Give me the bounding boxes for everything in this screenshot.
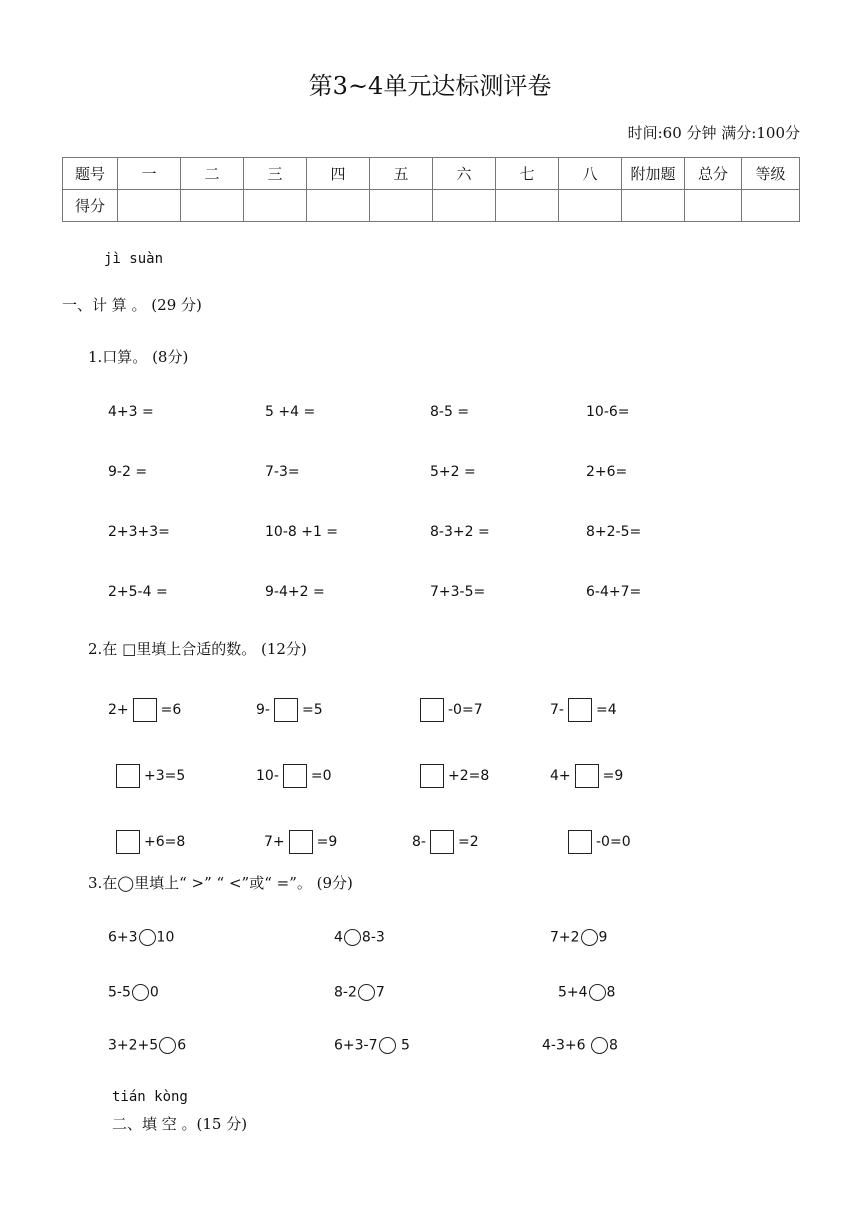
section1-pinyin: jì suàn xyxy=(104,251,164,267)
compare-item xyxy=(542,1037,618,1054)
header-cell: 附加题 xyxy=(622,158,685,190)
compare-item xyxy=(334,984,385,1001)
q2-heading: 2.在 □里填上合适的数。 (12分) xyxy=(88,640,307,658)
header-cell: 四 xyxy=(307,158,370,190)
compare-item xyxy=(558,984,615,1001)
equation-after: =0 xyxy=(310,768,332,784)
compare-circle[interactable] xyxy=(132,984,149,1001)
oral-calc-item: 2+6= xyxy=(586,464,628,480)
equation-after: =5 xyxy=(301,702,323,718)
oral-calc-item: 10-8 +1 = xyxy=(265,524,339,540)
equation-before: 7+ xyxy=(264,834,285,850)
equation-before: 10- xyxy=(256,768,279,784)
oral-calc-item: 7-3= xyxy=(265,464,300,480)
score-table xyxy=(62,157,800,222)
compare-right: 5 xyxy=(396,1037,410,1054)
compare-circle[interactable] xyxy=(589,984,606,1001)
oral-calc-item: 2+3+3= xyxy=(108,524,170,540)
fill-box-item xyxy=(112,764,185,788)
compare-item xyxy=(108,984,159,1001)
fill-box-item xyxy=(412,830,479,854)
score-cell[interactable] xyxy=(118,190,181,222)
score-table-score-row xyxy=(63,190,800,222)
header-cell: 五 xyxy=(370,158,433,190)
compare-right: 10 xyxy=(156,929,175,946)
oral-calc-item: 8+2-5= xyxy=(586,524,642,540)
score-cell[interactable] xyxy=(496,190,559,222)
equation-before: 7- xyxy=(550,702,564,718)
compare-left: 3+2+5 xyxy=(108,1037,159,1054)
equation-before: 8- xyxy=(412,834,426,850)
compare-left: 7+2 xyxy=(550,929,580,946)
compare-right: 8 xyxy=(606,984,616,1001)
header-cell: 八 xyxy=(559,158,622,190)
score-cell[interactable] xyxy=(622,190,685,222)
compare-right: 8-3 xyxy=(361,929,385,946)
header-cell: 六 xyxy=(433,158,496,190)
equation-after: +3=5 xyxy=(144,768,186,784)
oral-calc-item: 10-6= xyxy=(586,404,630,420)
oral-calc-item: 9-2 = xyxy=(108,464,148,480)
equation-after: -0=0 xyxy=(596,834,631,850)
answer-box[interactable] xyxy=(116,764,140,788)
exam-meta: 时间:60 分钟 满分:100分 xyxy=(627,124,800,142)
header-cell: 七 xyxy=(496,158,559,190)
equation-after: =4 xyxy=(595,702,617,718)
answer-box[interactable] xyxy=(283,764,307,788)
compare-right: 8 xyxy=(608,1037,618,1054)
oral-calc-item: 7+3-5= xyxy=(430,584,486,600)
fill-box-item xyxy=(416,698,483,722)
fill-box-item xyxy=(264,830,337,854)
score-cell[interactable] xyxy=(370,190,433,222)
equation-after: -0=7 xyxy=(448,702,483,718)
section1-heading: 一、计 算 。 (29 分) xyxy=(62,296,202,314)
equation-after: +2=8 xyxy=(448,768,490,784)
section2-heading: 二、填 空 。(15 分) xyxy=(112,1115,248,1133)
answer-box[interactable] xyxy=(289,830,313,854)
header-cell: 三 xyxy=(244,158,307,190)
compare-circle[interactable] xyxy=(344,929,361,946)
equation-after: =9 xyxy=(602,768,624,784)
compare-left: 6+3 xyxy=(108,929,138,946)
compare-circle[interactable] xyxy=(358,984,375,1001)
score-cell[interactable] xyxy=(742,190,800,222)
section2-pinyin: tián kòng xyxy=(112,1089,188,1105)
fill-box-item xyxy=(112,830,185,854)
oral-calc-item: 8-3+2 = xyxy=(430,524,490,540)
equation-before: 2+ xyxy=(108,702,129,718)
compare-right: 9 xyxy=(598,929,608,946)
compare-left: 5-5 xyxy=(108,984,131,1001)
fill-box-item xyxy=(416,764,489,788)
score-cell[interactable] xyxy=(433,190,496,222)
score-label-cell: 得分 xyxy=(63,190,118,222)
score-cell[interactable] xyxy=(559,190,622,222)
q1-heading: 1.口算。 (8分) xyxy=(88,348,189,366)
oral-calc-item: 2+5-4 = xyxy=(108,584,168,600)
equation-after: =6 xyxy=(160,702,182,718)
compare-circle[interactable] xyxy=(139,929,156,946)
fill-box-item xyxy=(108,698,181,722)
answer-box[interactable] xyxy=(575,764,599,788)
compare-circle[interactable] xyxy=(379,1037,396,1054)
compare-item xyxy=(334,929,385,946)
header-cell: 总分 xyxy=(685,158,742,190)
q3-heading: 3.在◯里填上“ >” “ <”或“ =”。 (9分) xyxy=(88,874,353,892)
fill-box-item xyxy=(256,698,323,722)
header-cell: 题号 xyxy=(63,158,118,190)
oral-calc-item: 9-4+2 = xyxy=(265,584,325,600)
compare-item xyxy=(108,1037,186,1054)
equation-after: =2 xyxy=(457,834,479,850)
compare-right: 7 xyxy=(375,984,385,1001)
compare-right: 6 xyxy=(177,1037,187,1054)
equation-after: +6=8 xyxy=(144,834,186,850)
answer-box[interactable] xyxy=(568,698,592,722)
fill-box-item xyxy=(564,830,631,854)
compare-item xyxy=(550,929,607,946)
oral-calc-item: 5 +4 = xyxy=(265,404,316,420)
answer-box[interactable] xyxy=(116,830,140,854)
answer-box[interactable] xyxy=(274,698,298,722)
compare-left: 6+3-7 xyxy=(334,1037,378,1054)
compare-item xyxy=(334,1037,410,1054)
score-cell[interactable] xyxy=(244,190,307,222)
fill-box-item xyxy=(550,764,623,788)
compare-circle[interactable] xyxy=(591,1037,608,1054)
fill-box-item xyxy=(550,698,617,722)
answer-box[interactable] xyxy=(568,830,592,854)
answer-box[interactable] xyxy=(430,830,454,854)
fill-box-item xyxy=(256,764,332,788)
score-cell[interactable] xyxy=(307,190,370,222)
equation-before: 4+ xyxy=(550,768,571,784)
compare-right: 0 xyxy=(149,984,159,1001)
score-cell[interactable] xyxy=(685,190,742,222)
oral-calc-item: 4+3 = xyxy=(108,404,154,420)
compare-left: 4-3+6 xyxy=(542,1037,590,1054)
header-cell: 一 xyxy=(118,158,181,190)
compare-left: 5+4 xyxy=(558,984,588,1001)
page-title: 第3~4单元达标测评卷 xyxy=(308,72,552,100)
oral-calc-item: 8-5 = xyxy=(430,404,470,420)
compare-circle[interactable] xyxy=(581,929,598,946)
header-cell: 二 xyxy=(181,158,244,190)
compare-left: 8-2 xyxy=(334,984,357,1001)
oral-calc-item: 6-4+7= xyxy=(586,584,642,600)
equation-before: 9- xyxy=(256,702,270,718)
answer-box[interactable] xyxy=(133,698,157,722)
header-cell: 等级 xyxy=(742,158,800,190)
compare-item xyxy=(108,929,174,946)
answer-box[interactable] xyxy=(420,764,444,788)
equation-after: =9 xyxy=(316,834,338,850)
compare-left: 4 xyxy=(334,929,343,946)
score-cell[interactable] xyxy=(181,190,244,222)
compare-circle[interactable] xyxy=(159,1037,176,1054)
answer-box[interactable] xyxy=(420,698,444,722)
score-table-header-row xyxy=(63,158,800,190)
oral-calc-item: 5+2 = xyxy=(430,464,476,480)
